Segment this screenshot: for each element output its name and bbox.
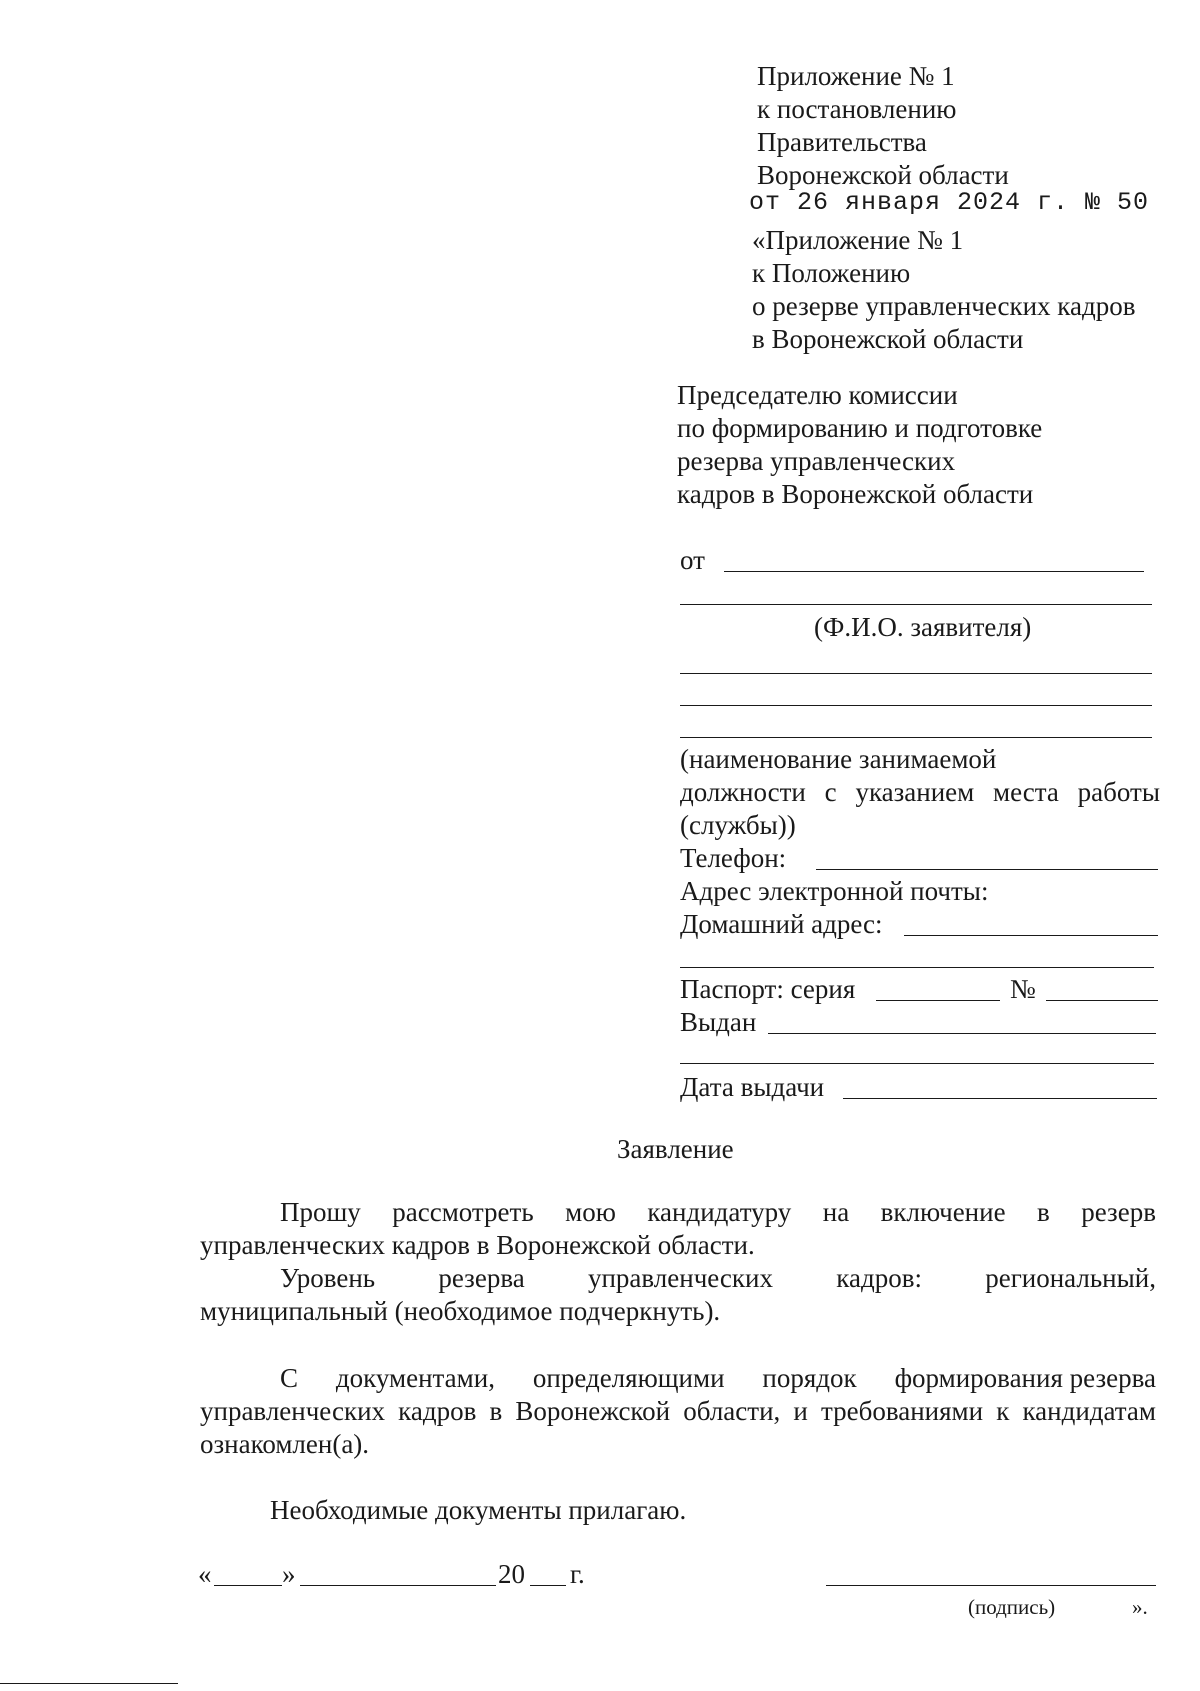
decree-reference: от 26 января 2024 г. № 50 <box>749 188 1150 217</box>
paragraph-3-line-1 <box>280 1363 1156 1393</box>
passport-series-fill-line <box>876 1000 1000 1001</box>
appendix-line-2: к постановлению <box>757 94 957 124</box>
word: включение <box>880 1197 1006 1227</box>
position-line-3: о резерве управленческих кадров <box>752 291 1136 321</box>
year-suffix: г. <box>570 1559 585 1589</box>
word: рассмотреть <box>392 1197 534 1227</box>
month-fill-line <box>300 1585 496 1586</box>
addressee-line-2: по формированию и подготовке <box>677 413 1043 443</box>
word: резерв <box>1081 1197 1156 1227</box>
issue-date-label: Дата выдачи <box>680 1072 825 1102</box>
issued-fill-line-2 <box>680 1063 1154 1064</box>
addressee-line-4: кадров в Воронежской области <box>677 479 1034 509</box>
footnote-separator <box>0 1683 178 1684</box>
word: порядок <box>762 1363 857 1393</box>
word: управленческих <box>587 1263 773 1293</box>
position-caption-line-1: (наименование занимаемой <box>680 744 997 774</box>
year-fill-line <box>530 1585 566 1586</box>
paragraph-3-line-3: ознакомлен(а). <box>200 1429 370 1459</box>
fio-fill-line <box>680 604 1152 605</box>
position-fill-line-2 <box>680 705 1152 706</box>
issued-label: Выдан <box>680 1007 757 1037</box>
position-line-2: к Положению <box>752 258 911 288</box>
word: кандидатуру <box>647 1197 792 1227</box>
signature-fill-line <box>826 1585 1156 1586</box>
email-label: Адрес электронной почты: <box>680 876 989 906</box>
word: кадров: <box>836 1263 922 1293</box>
fio-caption: (Ф.И.О. заявителя) <box>814 612 1032 642</box>
home-address-fill-line <box>904 935 1158 936</box>
word: С <box>280 1363 299 1393</box>
addressee-line-1: Председателю комиссии <box>677 380 958 410</box>
appendix-line-1: Приложение № 1 <box>757 61 955 91</box>
word: мою <box>565 1197 616 1227</box>
phone-fill-line <box>816 869 1158 870</box>
word: в <box>1037 1197 1050 1227</box>
from-label: от <box>680 545 705 575</box>
signature-caption: (подпись) <box>968 1595 1056 1619</box>
paragraph-3-line-2: управленческих кадров в Воронежской области, и требованиями к кандидатам <box>200 1396 1156 1426</box>
statement-title: Заявление <box>617 1134 734 1164</box>
position-caption-line-2: должности с указанием места работы <box>680 777 1160 807</box>
word: Уровень <box>280 1263 376 1293</box>
closing-mark: ». <box>1132 1595 1148 1619</box>
word: формирования резерва <box>894 1363 1156 1393</box>
word: определяющими <box>532 1363 725 1393</box>
word: документами, <box>335 1363 495 1393</box>
position-line-1: «Приложение № 1 <box>752 225 964 255</box>
day-fill-line <box>214 1585 282 1586</box>
issue-date-fill-line <box>843 1098 1157 1099</box>
paragraph-1-line-2: управленческих кадров в Воронежской области. <box>200 1230 755 1260</box>
paragraph-4: Необходимые документы прилагаю. <box>270 1495 687 1525</box>
home-address-label: Домашний адрес: <box>680 909 883 939</box>
word: на <box>822 1197 850 1227</box>
paragraph-1-line-1 <box>280 1197 1156 1227</box>
date-open-quote: « <box>198 1559 212 1589</box>
year-prefix: 20 <box>498 1559 525 1589</box>
phone-label: Телефон: <box>680 843 787 873</box>
paragraph-2-line-1 <box>280 1263 1156 1293</box>
position-fill-line-3 <box>680 737 1152 738</box>
date-close-quote: » <box>282 1559 296 1589</box>
passport-series-label: Паспорт: серия <box>680 974 856 1004</box>
position-caption-line-3: (службы)) <box>680 810 796 840</box>
appendix-line-3: Правительства <box>757 127 927 157</box>
passport-number-fill-line <box>1046 1000 1158 1001</box>
word: резерва <box>438 1263 525 1293</box>
word: Прошу <box>280 1197 361 1227</box>
home-address-fill-line-2 <box>680 967 1154 968</box>
paragraph-2-line-2: муниципальный (необходимое подчеркнуть). <box>200 1296 721 1326</box>
appendix-line-4: Воронежской области <box>757 160 1009 190</box>
position-fill-line-1 <box>680 673 1152 674</box>
from-fill-line <box>724 571 1144 572</box>
word: региональный, <box>985 1263 1156 1293</box>
issued-fill-line <box>768 1033 1156 1034</box>
passport-number-label: № <box>1010 974 1036 1004</box>
addressee-line-3: резерва управленческих <box>677 446 956 476</box>
position-line-4: в Воронежской области <box>752 324 1024 354</box>
